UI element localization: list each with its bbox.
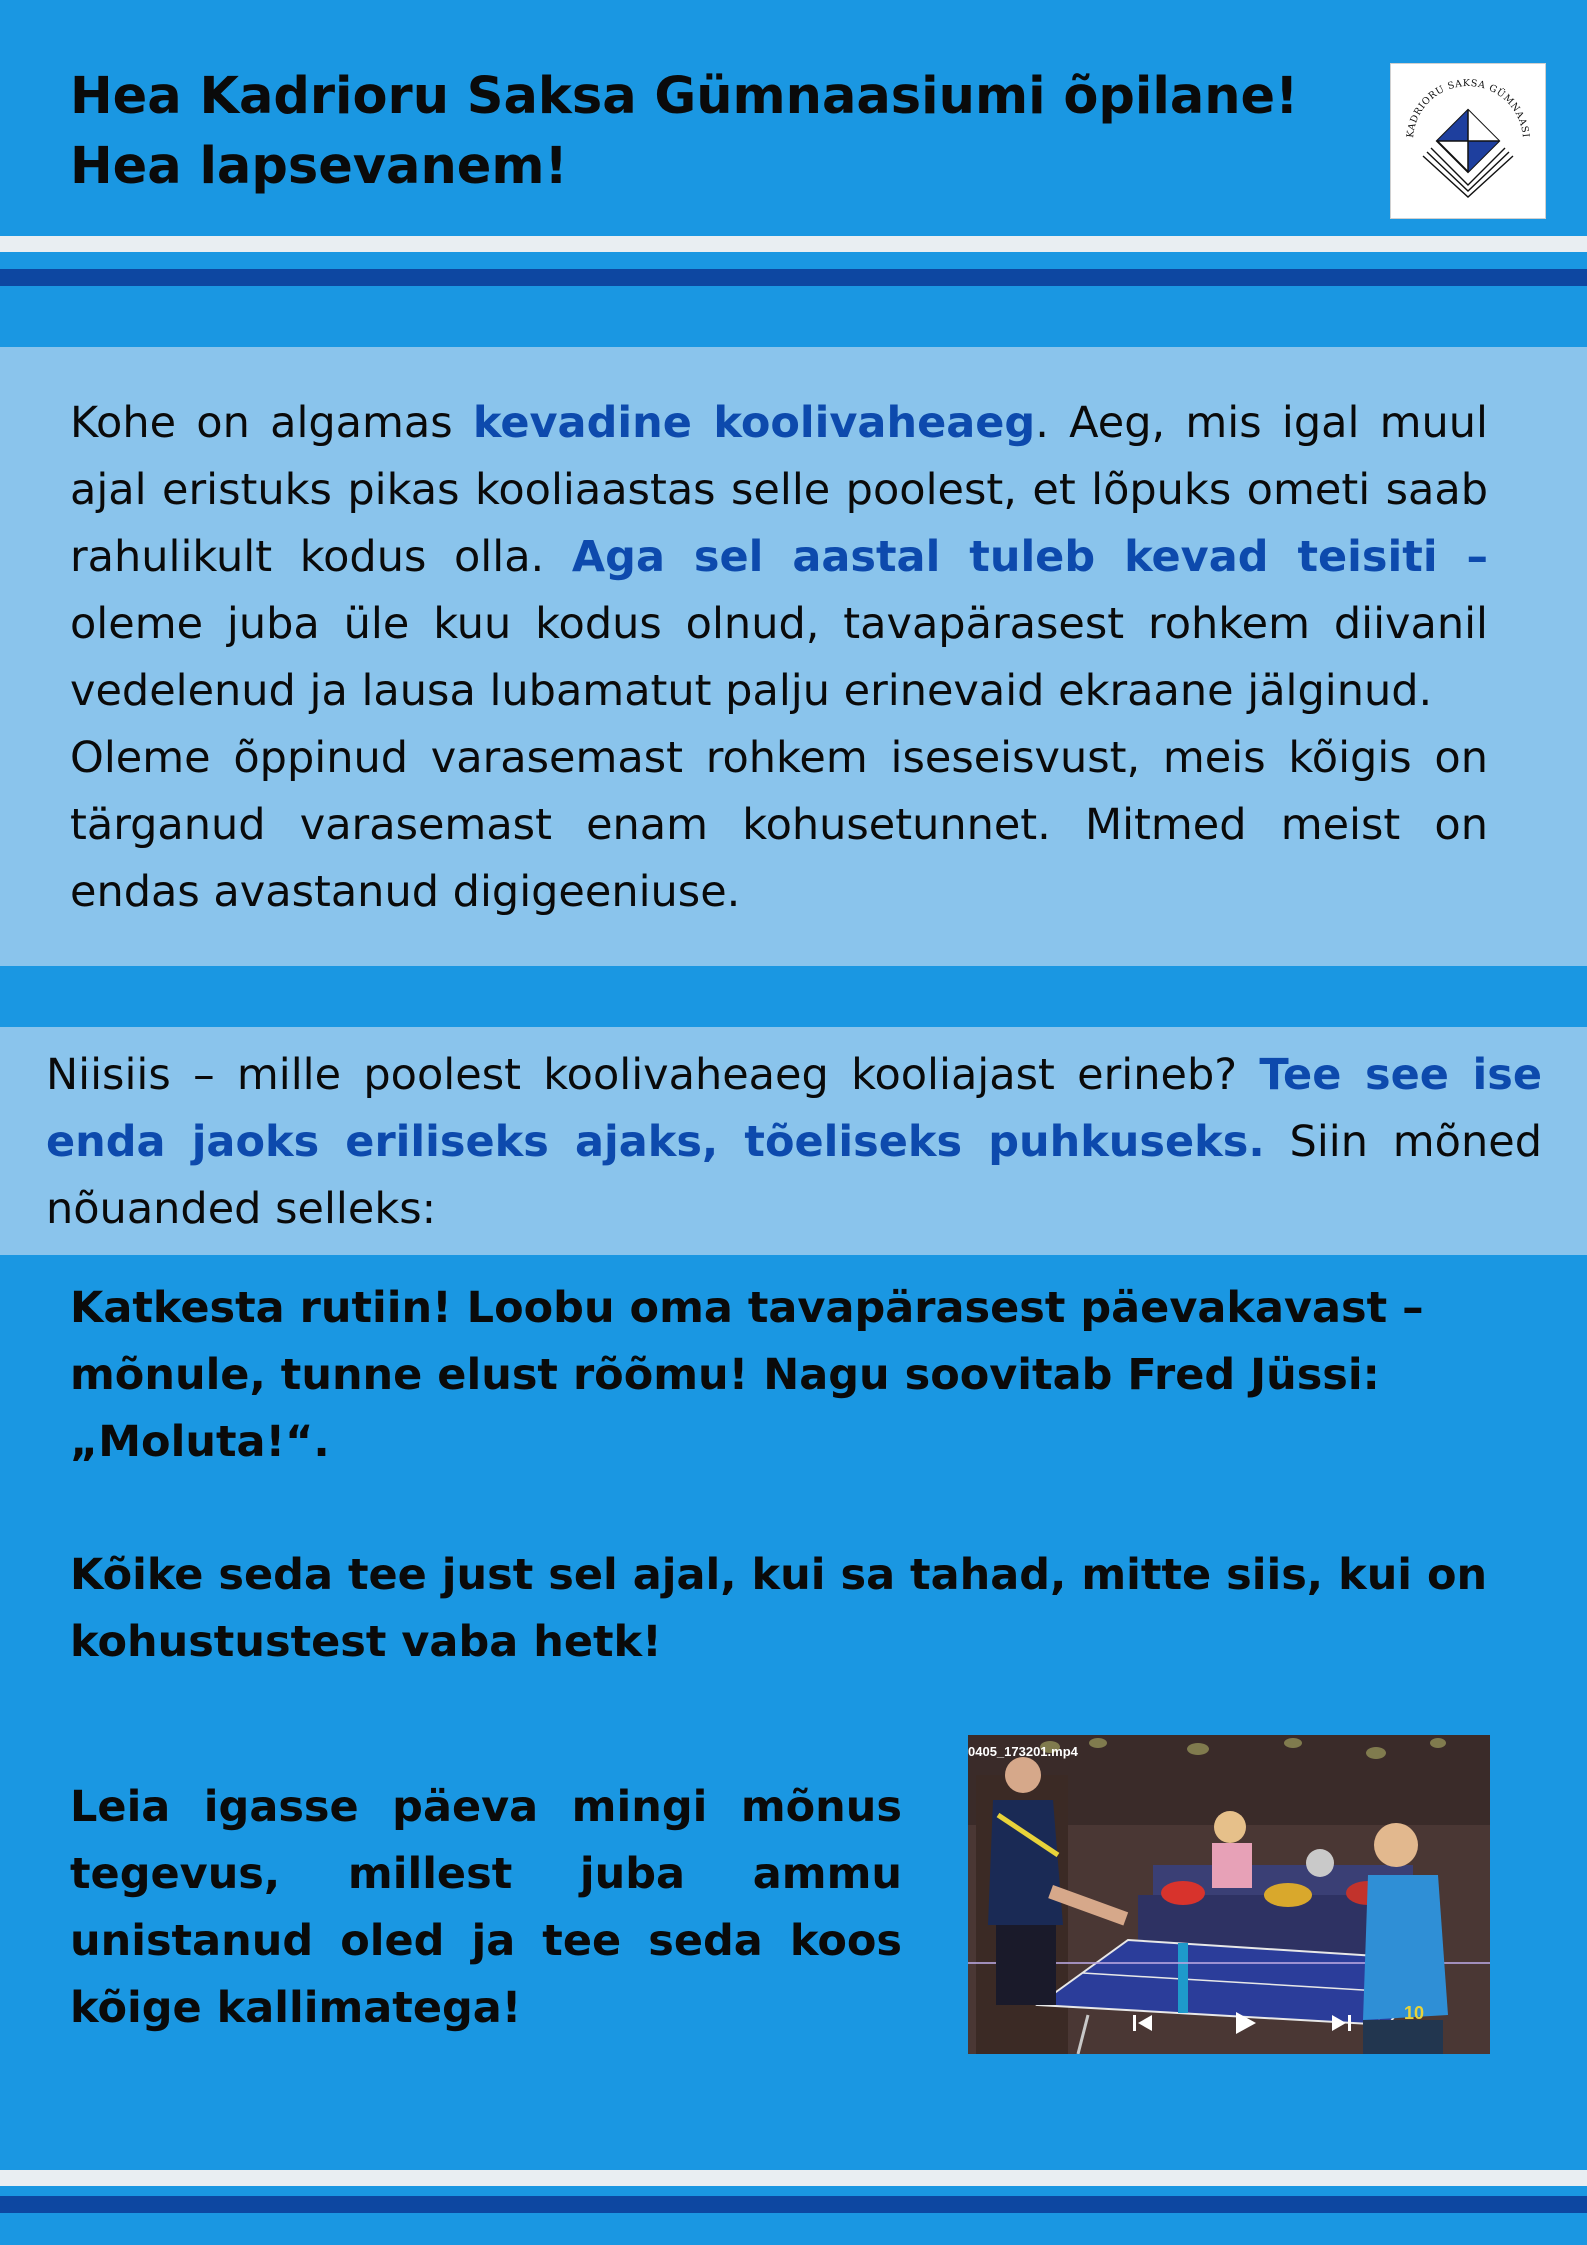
- footer-divider-dark: [0, 2196, 1587, 2213]
- question-paragraph: Niisiis – mille poolest koolivaheaeg kooliajast erineb? Tee see ise enda jaoks eriliseks ajaks, tõeliseks puhkuseks. Siin mõned nõuanded selleks:: [46, 1050, 1543, 1234]
- next-icon: [1328, 2010, 1354, 2036]
- footer-divider-light: [0, 2170, 1587, 2186]
- header-divider-light: [0, 236, 1587, 252]
- previous-button[interactable]: [1130, 2010, 1156, 2036]
- school-logo: [1390, 63, 1546, 219]
- next-button[interactable]: [1328, 2010, 1354, 2036]
- jersey-number: 10: [1404, 2003, 1425, 2023]
- tip-do-it-when-you-want: Kõike seda tee just sel ajal, kui sa tahad, mitte siis, kui on kohustustest vaba hetk!: [70, 1550, 1488, 1667]
- tip-break-routine: Katkesta rutiin! Loobu oma tavapärasest päevakavast – mõnule, tunne elust rõõmu! Nagu soovitab Fred Jüssi: „Moluta!“.: [70, 1283, 1424, 1467]
- highlight-spring-different: Aga sel aastal tuleb kevad teisiti –: [571, 532, 1489, 582]
- school-logo-icon: [1391, 64, 1545, 218]
- play-icon: [1230, 2008, 1260, 2038]
- highlight-make-it-special: Tee see ise enda jaoks eriliseks ajaks, tõeliseks puhkuseks.: [46, 1050, 1543, 1167]
- play-button[interactable]: [1230, 2008, 1260, 2038]
- video-player[interactable]: [968, 1735, 1490, 2054]
- page-title: [70, 62, 1320, 202]
- svg-text:KADRIORU SAKSA GÜMNAASIUM: KADRIORU SAKSA GÜMNAASI: [1405, 77, 1531, 139]
- greeting-students: Hea Kadrioru Saksa Gümnaasiumi õpilane!: [70, 67, 1299, 126]
- greeting-parents: Hea lapsevanem!: [70, 137, 568, 196]
- video-filename: 0405_173201.mp4: [968, 1744, 1078, 1759]
- intro-paragraph-2: Oleme õppinud varasemast rohkem iseseisvust, meis kõigis on tärganud varasemast enam kohusetunnet. Mitmed meist on endas avastanud digigeeniuse.: [70, 733, 1488, 917]
- tip-find-activity: Leia igasse päeva mingi mõnus tegevus, millest juba ammu unistanud oled ja tee seda koos kõige kallimatega!: [70, 1782, 902, 2033]
- header-divider-dark: [0, 269, 1587, 286]
- highlight-spring-break: kevadine koolivaheaeg: [472, 398, 1036, 448]
- previous-icon: [1130, 2010, 1156, 2036]
- intro-paragraph: Kohe on algamas kevadine koolivaheaeg. Aeg, mis igal muul ajal eristuks pikas kooliaastas selle poolest, et lõpuks ometi saab rahulikult kodus olla. Aga sel aastal tuleb kevad teisiti – oleme juba üle kuu kodus olnud, tavapärasest rohkem diivanil vedelenud ja lausa lubamatut palju erinevaid ekraane jälginud. Oleme õppinud varasemast rohkem iseseisvust, meis kõigis on tärganud varasemast enam kohusetunnet. Mitmed meist on endas avastanud digigeeniuse.: [70, 398, 1489, 917]
